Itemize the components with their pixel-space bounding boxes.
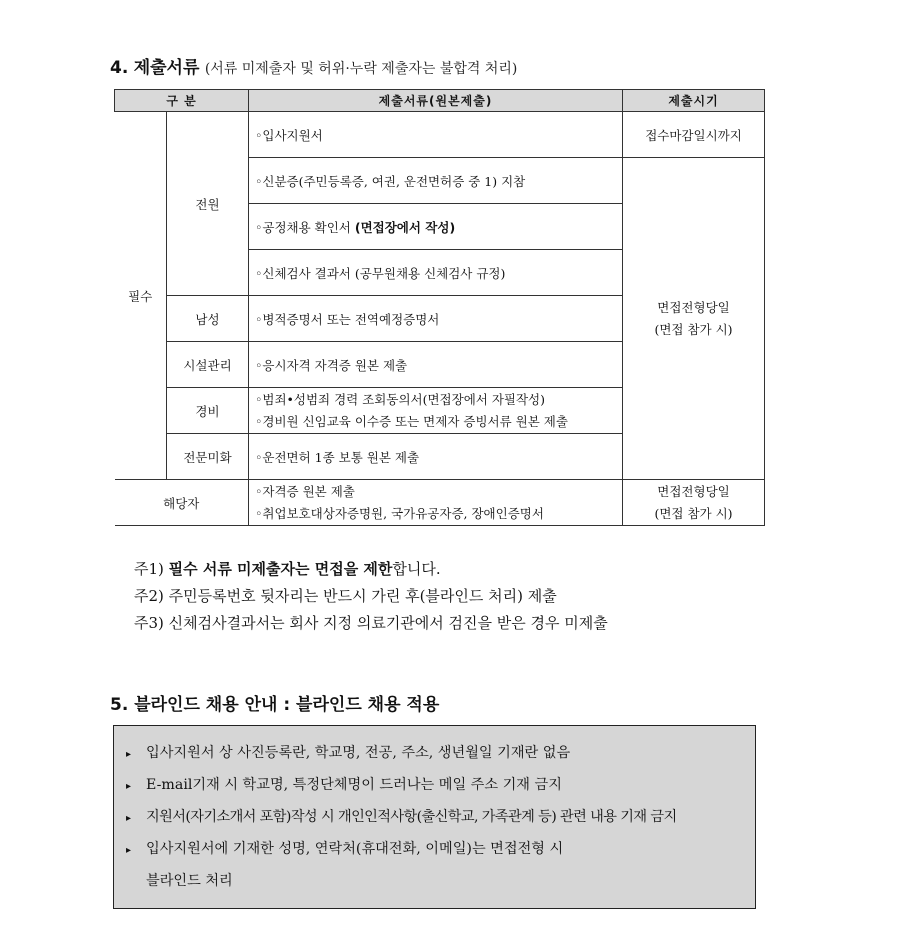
blind-item-text: 지원서(자기소개서 포함)작성 시 개인인적사항(출신학교, 가족관계 등) 관련 내용 기재 금지	[146, 809, 677, 825]
doc-facility-license: ◦응시자격 자격증 원본 제출	[249, 342, 623, 388]
doc-id-card: ◦신분증(주민등록증, 여권, 운전면허증 중 1) 지참	[249, 158, 623, 204]
doc-security-line1: ◦범죄•성범죄 경력 조회동의서(면접장에서 자필작성)	[255, 391, 545, 407]
documents-table	[114, 89, 765, 526]
group-all: 전원	[167, 112, 249, 296]
section-4-title	[110, 53, 517, 78]
header-documents: 제출서류(원본제출)	[249, 90, 623, 112]
blind-item	[126, 770, 755, 802]
footnote-1-bold: 필수 서류 미제출자는 면접을 제한	[168, 560, 393, 578]
doc-applicable-line1: ◦자격증 원본 제출	[255, 483, 355, 499]
footnote-1-prefix: 주1)	[134, 560, 169, 578]
footnote-2: 주2) 주민등록번호 뒷자리는 반드시 가린 후(블라인드 처리) 제출	[134, 587, 557, 605]
timing-interview-day-line1: 면접전형당일	[657, 299, 730, 315]
footnote-1	[134, 556, 608, 583]
doc-fair-hiring-bold: (면접장에서 작성)	[354, 219, 456, 235]
group-facility: 시설관리	[167, 342, 249, 388]
footnote-3: 주3) 신체검사결과서는 회사 지정 의료기관에서 검진을 받은 경우 미제출	[134, 614, 608, 632]
blind-item-text: 입사지원서에 기재한 성명, 연락처(휴대전화, 이메일)는 면접전형 시	[146, 841, 564, 857]
doc-security-line2: ◦경비원 신임교육 이수증 또는 면제자 증빙서류 원본 제출	[255, 413, 568, 429]
group-required: 필수	[115, 112, 167, 480]
doc-applicable-line2: ◦취업보호대상자증명원, 국가유공자증, 장애인증명서	[255, 505, 544, 521]
header-timing: 제출시기	[623, 90, 765, 112]
blind-hiring-box	[113, 725, 756, 909]
bullet-icon: ▸	[126, 845, 132, 856]
table-row	[115, 480, 765, 526]
doc-fair-hiring	[249, 204, 623, 250]
blind-item	[126, 738, 755, 770]
group-applicable: 해당자	[115, 480, 249, 526]
doc-applicable	[249, 480, 623, 526]
doc-application: ◦입사지원서	[249, 112, 623, 158]
blind-item-text: 입사지원서 상 사진등록란, 학교명, 전공, 주소, 생년월일 기재란 없음	[146, 745, 571, 761]
section-5-title	[110, 690, 439, 715]
footnote-1-suffix: 합니다.	[392, 560, 441, 578]
timing-interview-day	[623, 158, 765, 480]
footnotes	[134, 556, 608, 637]
header-category: 구 분	[115, 90, 249, 112]
doc-security	[249, 388, 623, 434]
timing-applicable	[623, 480, 765, 526]
group-male: 남성	[167, 296, 249, 342]
section-4-note: (서류 미제출자 및 허위·누락 제출자는 불합격 처리)	[204, 61, 518, 77]
timing-deadline: 접수마감일시까지	[623, 112, 765, 158]
timing-applicable-line2: (면접 참가 시)	[654, 505, 733, 521]
blind-item-continuation: 블라인드 처리	[146, 873, 233, 889]
bullet-icon: ▸	[126, 749, 132, 760]
section-5-heading: 5. 블라인드 채용 안내 : 블라인드 채용 적용	[110, 695, 440, 715]
table-row	[115, 112, 765, 158]
timing-interview-day-line2: (면접 참가 시)	[654, 321, 733, 337]
table-header-row	[115, 90, 765, 112]
timing-applicable-line1: 면접전형당일	[657, 483, 730, 499]
group-security: 경비	[167, 388, 249, 434]
bullet-icon: ▸	[126, 813, 132, 824]
blind-item	[126, 802, 755, 834]
group-chauffeur: 전문미화	[167, 434, 249, 480]
section-4-heading: 제출서류	[133, 58, 200, 78]
section-4-number: 4.	[110, 58, 129, 78]
doc-military: ◦병적증명서 또는 전역예정증명서	[249, 296, 623, 342]
blind-item	[126, 834, 755, 866]
bullet-icon: ▸	[126, 781, 132, 792]
blind-item-text: E-mail기재 시 학교명, 특정단체명이 드러나는 메일 주소 기재 금지	[146, 777, 562, 793]
doc-driver-license: ◦운전면허 1종 보통 원본 제출	[249, 434, 623, 480]
doc-health-check: ◦신체검사 결과서 (공무원채용 신체검사 규정)	[249, 250, 623, 296]
doc-fair-hiring-text: ◦공정채용 확인서	[255, 219, 355, 235]
